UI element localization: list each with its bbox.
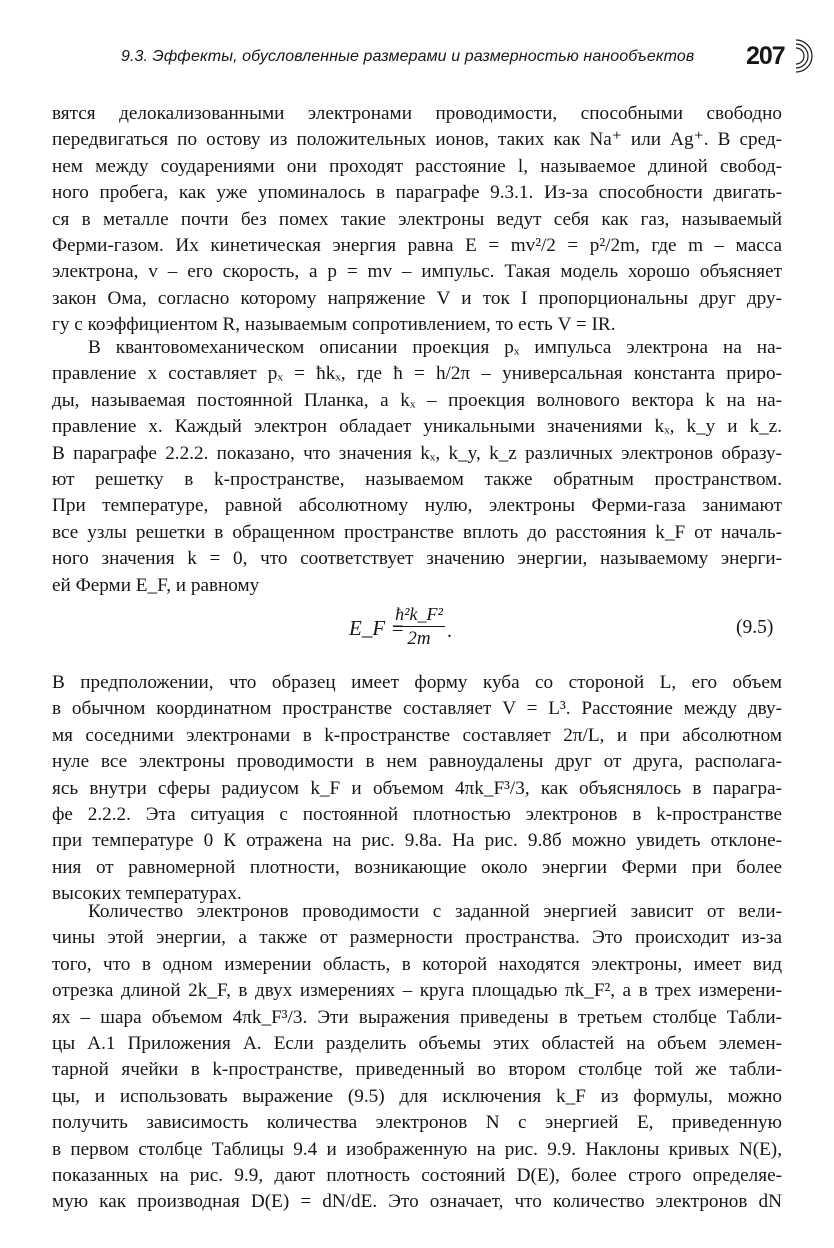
- text-line: передвигаться по остову из положительных ионов, таких как Na⁺ или Ag⁺. В сред-: [52, 129, 782, 151]
- equation-denominator: 2m: [407, 628, 431, 649]
- text-line: того, что в одном измерении область, в которой находятся электроны, имеет вид: [52, 953, 782, 975]
- text-line: в обычном координатном пространстве составляет V = L³. Расстояние между дву-: [52, 698, 782, 720]
- text-line: все узлы решетки в обращенном пространстве вплоть до расстояния k_F от началь-: [52, 521, 782, 543]
- paragraph-3: [52, 670, 782, 908]
- equation-9-5: [0, 606, 834, 656]
- equation-numerator: ħ²k_F²: [393, 604, 445, 627]
- text-line: при температуре 0 К отражена на рис. 9.8а. На рис. 9.8б можно увидеть отклоне-: [52, 830, 782, 852]
- paragraph-1: [52, 101, 782, 339]
- text-line: ях – шара объемом 4πk_F³/3. Эти выражения приведены в третьем столбце Табли-: [52, 1006, 782, 1028]
- text-line: В параграфе 2.2.2. показано, что значения kₓ, k_y, k_z различных электронов образу-: [52, 442, 782, 464]
- text-line: гу с коэффициентом R, называемым сопротивлением, то есть V = IR.: [52, 314, 616, 336]
- text-line: вятся делокализованными электронами проводимости, способными свободно: [52, 103, 782, 124]
- paragraph-4: [52, 899, 782, 1216]
- text-line: в первом столбце Таблицы 9.4 и изображенную на рис. 9.9. Наклоны кривых N(E),: [52, 1138, 782, 1160]
- text-line: ей Ферми E_F, и равному: [52, 574, 260, 596]
- equation-number: (9.5): [736, 617, 774, 638]
- text-line: мую как производная D(E) = dN/dE. Это означает, что количество электронов dN: [52, 1191, 782, 1213]
- text-line: нуле все электроны проводимости в нем равноудалены друг от друга, располага-: [52, 751, 782, 773]
- text-line: ного значения k = 0, что соответствует значению энергии, называемому энерги-: [52, 548, 782, 570]
- text-line: ют решетку в k-пространстве, называемом также обратным пространством.: [52, 468, 782, 490]
- text-line: получить зависимость количества электронов N с энергией E, приведенную: [52, 1112, 782, 1134]
- text-line: правление x. Каждый электрон обладает уникальными значениями kₓ, k_y и k_z.: [52, 416, 782, 438]
- text-line: нем между соударениями они проходят расстояние l, называемое длиной свобод-: [52, 155, 782, 177]
- page-number: 207: [746, 42, 785, 70]
- equation-fraction: [393, 604, 445, 650]
- text-line: электрона, v – его скорость, а p = mv – импульс. Такая модель хорошо объясняет: [52, 261, 782, 283]
- running-title: 9.3. Эффекты, обусловленные размерами и размерностью нанообъектов: [121, 48, 695, 65]
- text-line: высоких температурах.: [52, 883, 242, 905]
- page-number-ornament-icon: [794, 36, 814, 76]
- equation-lhs: E_F =: [349, 616, 405, 640]
- text-line: цы, и использовать выражение (9.5) для исключения k_F из формулы, можно: [52, 1085, 782, 1107]
- equation-period: .: [447, 620, 452, 642]
- text-line: Количество электронов проводимости с заданной энергией зависит от вели-: [88, 901, 782, 922]
- text-line: фе 2.2.2. Эта ситуация с постоянной плотностью электронов в k-пространстве: [52, 803, 782, 825]
- text-line: При температуре, равной абсолютному нулю, электроны Ферми-газа занимают: [52, 495, 782, 517]
- text-line: правление x составляет pₓ = ħkₓ, где ħ = h/2π – универсальная константа приро-: [52, 363, 782, 385]
- text-line: Ферми-газом. Их кинетическая энергия равна E = mv²/2 = p²/2m, где m – масса: [52, 234, 782, 256]
- text-line: ся в металле почти без помех такие электроны ведут себя как газ, называемый: [52, 208, 782, 230]
- text-line: В предположении, что образец имеет форму куба со стороной L, его объем: [52, 672, 782, 693]
- text-line: показанных на рис. 9.9, дают плотность состояний D(E), более строго определяе-: [52, 1164, 782, 1186]
- text-line: ды, называемая постоянной Планка, а kₓ – проекция волнового вектора k на на-: [52, 389, 782, 411]
- text-line: ясь внутри сферы радиусом k_F и объемом 4πk_F³/3, как объяснялось в парагра-: [52, 777, 782, 799]
- paragraph-2: [52, 335, 782, 599]
- text-line: закон Ома, согласно которому напряжение V и ток I пропорциональны друг дру-: [52, 287, 782, 309]
- text-line: В квантовомеханическом описании проекция pₓ импульса электрона на на-: [88, 337, 782, 358]
- text-line: чины этой энергии, а также от размерности пространства. Это происходит из-за: [52, 927, 782, 949]
- text-line: тарной ячейки в k-пространстве, приведенный во втором столбце той же табли-: [52, 1059, 782, 1081]
- text-line: ния от равномерной плотности, возникающие около энергии Ферми при более: [52, 856, 782, 878]
- page-header: [0, 36, 834, 76]
- text-line: цы А.1 Приложения А. Если разделить объемы этих областей на объем элемен-: [52, 1032, 782, 1054]
- text-line: мя соседними электронами в k-пространстве составляет 2π/L, и при абсолютном: [52, 724, 782, 746]
- text-line: ного пробега, как уже упоминалось в параграфе 9.3.1. Из-за способности двигать-: [52, 182, 782, 204]
- text-line: отрезка длиной 2k_F, в двух измерениях – круга площадью πk_F², а в трех измерени-: [52, 980, 782, 1002]
